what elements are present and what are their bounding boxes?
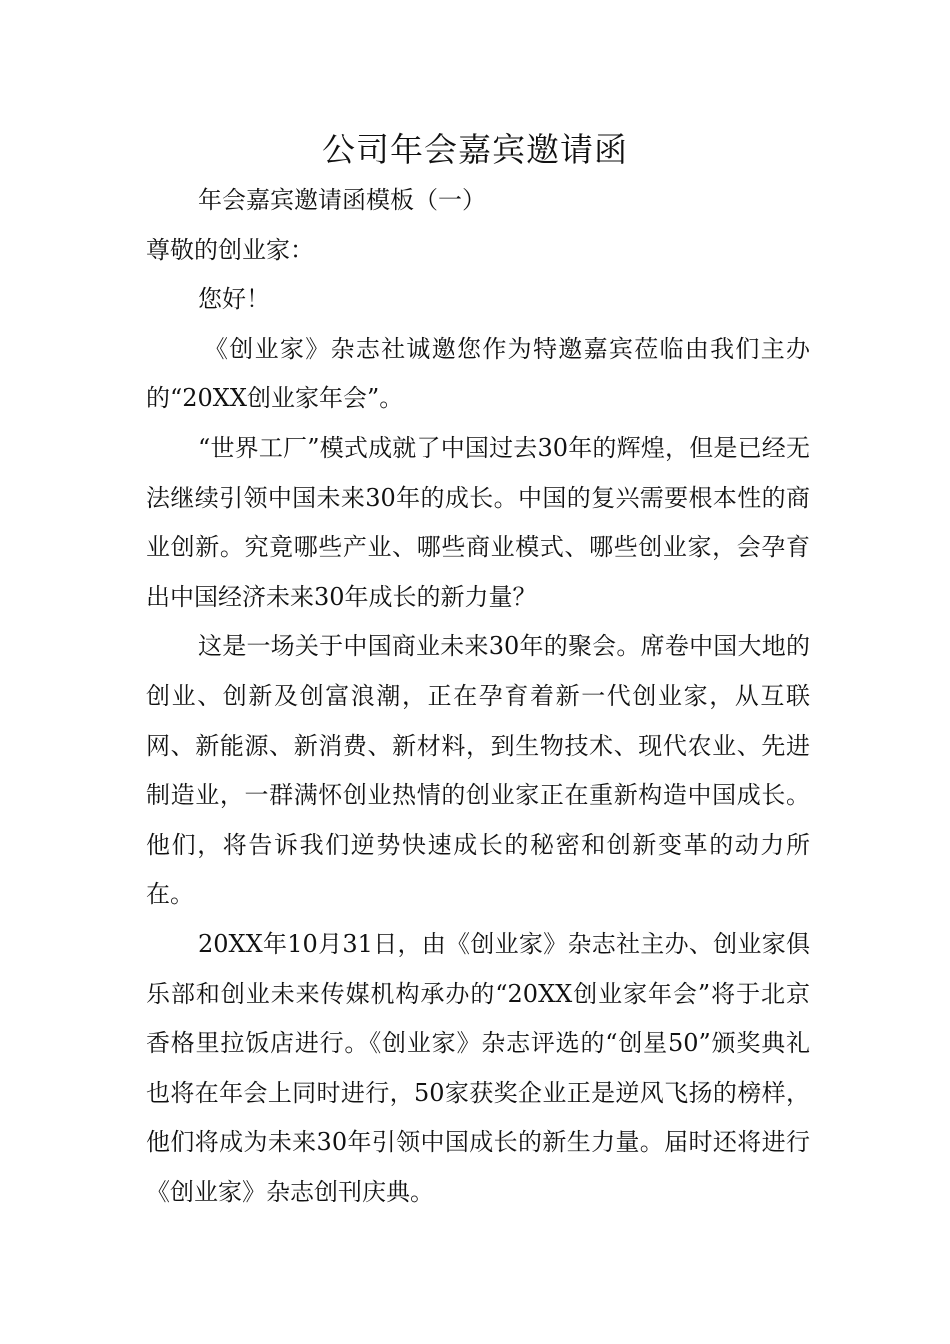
subtitle: 年会嘉宾邀请函模板（一） — [198, 186, 486, 214]
paragraph-event-details: 20XX年10月31日，由《创业家》杂志社主办、创业家俱乐部和创业未来传媒机构承办的“20XX创业家年会”将于北京香格里拉饭店进行。《创业家》杂志评选的“创星50”颁奖典礼也将在年会上同时进行，50家获奖企业正是逆风飞扬的榜样，他们将成为未来30年引领中国成长的新生力量。届时还将进行《创业家》杂志创刊庆典。 — [146, 929, 810, 1206]
paragraph-world-factory: “世界工厂”模式成就了中国过去30年的辉煌，但是已经无法继续引领中国未来30年的成长。中国的复兴需要根本性的商业创新。究竟哪些产业、哪些商业模式、哪些创业家，会孕育出中国经济未来30年成长的新力量？ — [146, 433, 810, 611]
paragraph-invitation: 《创业家》杂志社诚邀您作为特邀嘉宾莅临由我们主办的“20XX创业家年会”。 — [146, 334, 810, 413]
paragraph-gathering: 这是一场关于中国商业未来30年的聚会。席卷中国大地的创业、创新及创富浪潮，正在孕育着新一代创业家，从互联网、新能源、新消费、新材料，到生物技术、现代农业、先进制造业，一群满怀创业热情的创业家正在重新构造中国成长。他们，将告诉我们逆势快速成长的秘密和创新变革的动力所在。 — [146, 632, 810, 909]
salutation: 尊敬的创业家： — [146, 235, 314, 264]
document-body — [146, 176, 810, 1217]
document-title: 公司年会嘉宾邀请函 — [322, 130, 628, 169]
greeting: 您好！ — [198, 285, 270, 314]
